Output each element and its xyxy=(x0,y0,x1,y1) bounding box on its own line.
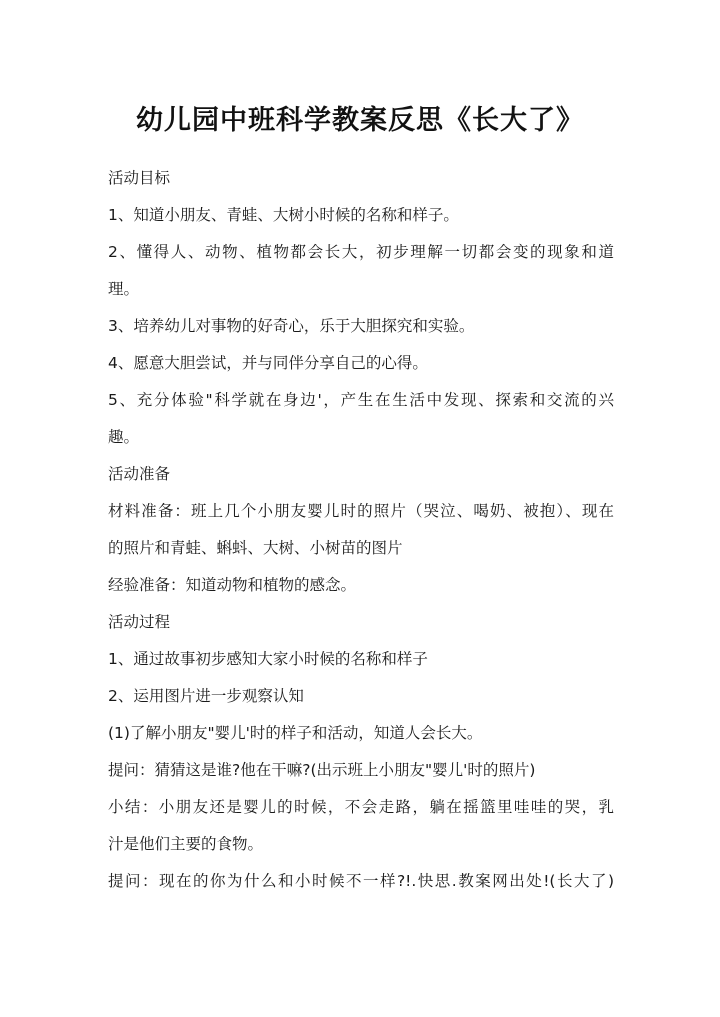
summary-1-continued: 汁是他们主要的食物。 xyxy=(108,835,264,853)
goal-item-5: 5、充分体验"科学就在身边'，产生在生活中发现、探索和交流的兴 xyxy=(108,391,614,409)
question-1: 提问：猜猜这是谁?他在干嘛?(出示班上小朋友"婴儿'时的照片) xyxy=(108,761,536,779)
section-heading-goals: 活动目标 xyxy=(108,169,171,187)
goal-item-2: 2、懂得人、动物、植物都会长大，初步理解一切都会变的现象和道 xyxy=(108,243,614,261)
material-preparation: 材料准备：班上几个小朋友婴儿时的照片（哭泣、喝奶、被抱）、现在 xyxy=(108,502,614,520)
summary-1: 小结：小朋友还是婴儿的时候，不会走路，躺在摇篮里哇哇的哭，乳 xyxy=(108,798,614,816)
process-substep-1: (1)了解小朋友"婴儿'时的样子和活动，知道人会长大。 xyxy=(108,724,483,742)
goal-item-5-continued: 趣。 xyxy=(108,428,140,446)
goal-item-4: 4、愿意大胆尝试，并与同伴分享自己的心得。 xyxy=(108,354,428,372)
experience-preparation: 经验准备：知道动物和植物的感念。 xyxy=(108,576,357,594)
process-step-2: 2、运用图片进一步观察认知 xyxy=(108,687,304,705)
question-2: 提问：现在的你为什么和小时候不一样?!.快思.教案网出处!(长大了) xyxy=(108,872,614,890)
section-heading-process: 活动过程 xyxy=(108,613,171,631)
document-body xyxy=(108,160,614,900)
process-step-1: 1、通过故事初步感知大家小时候的名称和样子 xyxy=(108,650,428,668)
goal-item-3: 3、培养幼儿对事物的好奇心，乐于大胆探究和实验。 xyxy=(108,317,475,335)
goal-item-2-continued: 理。 xyxy=(108,280,140,298)
material-preparation-continued: 的照片和青蛙、蝌蚪、大树、小树苗的图片 xyxy=(108,539,403,557)
section-heading-preparation: 活动准备 xyxy=(108,465,171,483)
goal-item-1: 1、知道小朋友、青蛙、大树小时候的名称和样子。 xyxy=(108,206,459,224)
document-title: 幼儿园中班科学教案反思《长大了》 xyxy=(136,105,584,136)
